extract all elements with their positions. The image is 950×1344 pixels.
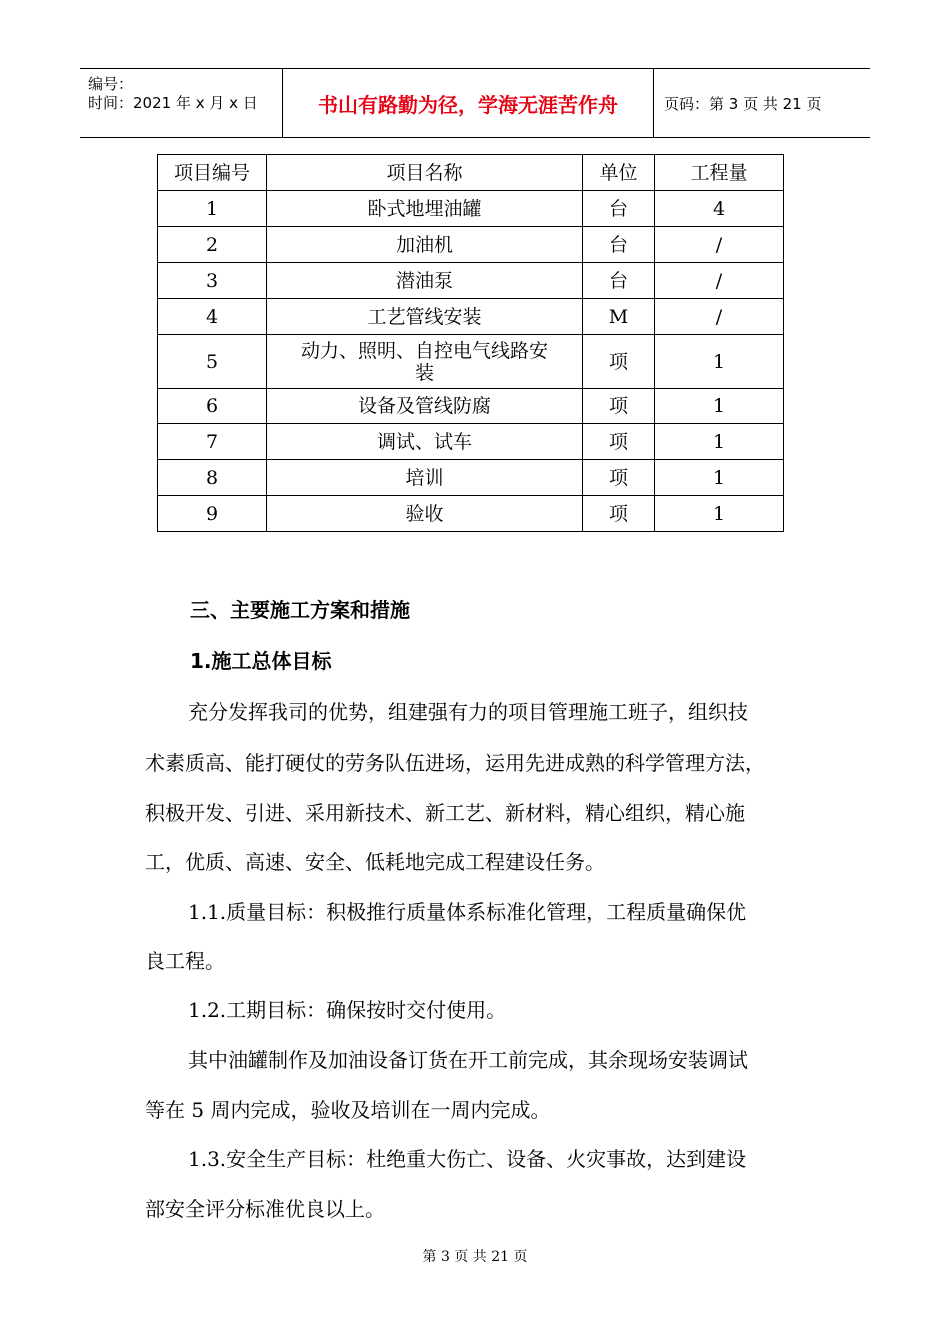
cell-item-number: 5 (158, 335, 267, 389)
cell-item-number: 8 (158, 460, 267, 496)
number-label: 编号： (88, 75, 134, 93)
cell-item-name: 卧式地埋油罐 (267, 191, 583, 227)
cell-item-name: 工艺管线安装 (267, 299, 583, 335)
para1-line: 工，优质、高速、安全、低耗地完成工程建设任务。 (145, 850, 605, 874)
table-row (158, 460, 784, 496)
cell-unit: M (583, 299, 655, 335)
column-header: 项目名称 (267, 155, 583, 191)
cell-unit: 项 (583, 389, 655, 424)
header-motto: 书山有路勤为径，学海无涯苦作舟 (283, 69, 654, 137)
cell-unit: 项 (583, 335, 655, 389)
cell-quantity: 1 (655, 460, 784, 496)
column-header: 工程量 (655, 155, 784, 191)
cell-unit: 项 (583, 496, 655, 532)
cell-unit: 项 (583, 460, 655, 496)
cell-quantity: / (655, 299, 784, 335)
para1-line: 充分发挥我司的优势，组建强有力的项目管理施工班子，组织技 (188, 700, 748, 724)
cell-unit: 项 (583, 424, 655, 460)
cell-quantity: 4 (655, 191, 784, 227)
cell-item-name: 调试、试车 (267, 424, 583, 460)
table-row (158, 227, 784, 263)
cell-quantity: 1 (655, 424, 784, 460)
cell-item-number: 7 (158, 424, 267, 460)
cell-quantity: 1 (655, 335, 784, 389)
table-row (158, 496, 784, 532)
schedule-detail-line: 等在 5 周内完成，验收及培训在一周内完成。 (145, 1098, 551, 1122)
cell-quantity: / (655, 227, 784, 263)
table-row (158, 335, 784, 389)
cell-quantity: 1 (655, 496, 784, 532)
para1-line: 积极开发、引进、采用新技术、新工艺、新材料，精心组织，精心施 (145, 801, 745, 825)
safety-line: 部安全评分标准优良以上。 (145, 1197, 385, 1221)
cell-unit: 台 (583, 227, 655, 263)
cell-item-name: 加油机 (267, 227, 583, 263)
cell-quantity: / (655, 263, 784, 299)
schedule-detail-line: 其中油罐制作及加油设备订货在开工前完成，其余现场安装调试 (188, 1048, 748, 1072)
column-header: 项目编号 (158, 155, 267, 191)
cell-item-name: 设备及管线防腐 (267, 389, 583, 424)
safety-line: 1.3.安全生产目标：杜绝重大伤亡、设备、火灾事故，达到建设 (188, 1147, 747, 1171)
time-label: 时间：2021 年 x 月 x 日 (88, 94, 258, 112)
column-header: 单位 (583, 155, 655, 191)
header-meta (80, 69, 283, 137)
cell-quantity: 1 (655, 389, 784, 424)
table-header-row (158, 155, 784, 191)
subsection-title: 1.施工总体目标 (190, 649, 332, 673)
cell-item-number: 9 (158, 496, 267, 532)
quality-line: 1.1.质量目标：积极推行质量体系标准化管理，工程质量确保优 (188, 900, 747, 924)
cell-item-number: 1 (158, 191, 267, 227)
cell-item-number: 4 (158, 299, 267, 335)
cell-item-name: 动力、照明、自控电气线路安 装 (267, 335, 583, 389)
work-items-table (157, 154, 784, 532)
table-row (158, 299, 784, 335)
schedule-line: 1.2.工期目标：确保按时交付使用。 (188, 998, 507, 1022)
cell-item-name: 潜油泵 (267, 263, 583, 299)
table-row (158, 263, 784, 299)
cell-unit: 台 (583, 191, 655, 227)
quality-line: 良工程。 (145, 949, 225, 973)
section-title: 三、主要施工方案和措施 (190, 598, 410, 622)
cell-item-number: 6 (158, 389, 267, 424)
table-row (158, 424, 784, 460)
cell-item-name: 培训 (267, 460, 583, 496)
page-footer: 第 3 页 共 21 页 (422, 1249, 528, 1265)
cell-item-number: 3 (158, 263, 267, 299)
cell-item-number: 2 (158, 227, 267, 263)
header-page-info: 页码：第 3 页 共 21 页 (664, 94, 822, 113)
cell-item-name: 验收 (267, 496, 583, 532)
para1-line: 术素质高、能打硬仗的劳务队伍进场，运用先进成熟的科学管理方法， (145, 751, 765, 775)
page-header (80, 68, 870, 138)
cell-unit: 台 (583, 263, 655, 299)
table-row (158, 191, 784, 227)
table-row (158, 389, 784, 424)
